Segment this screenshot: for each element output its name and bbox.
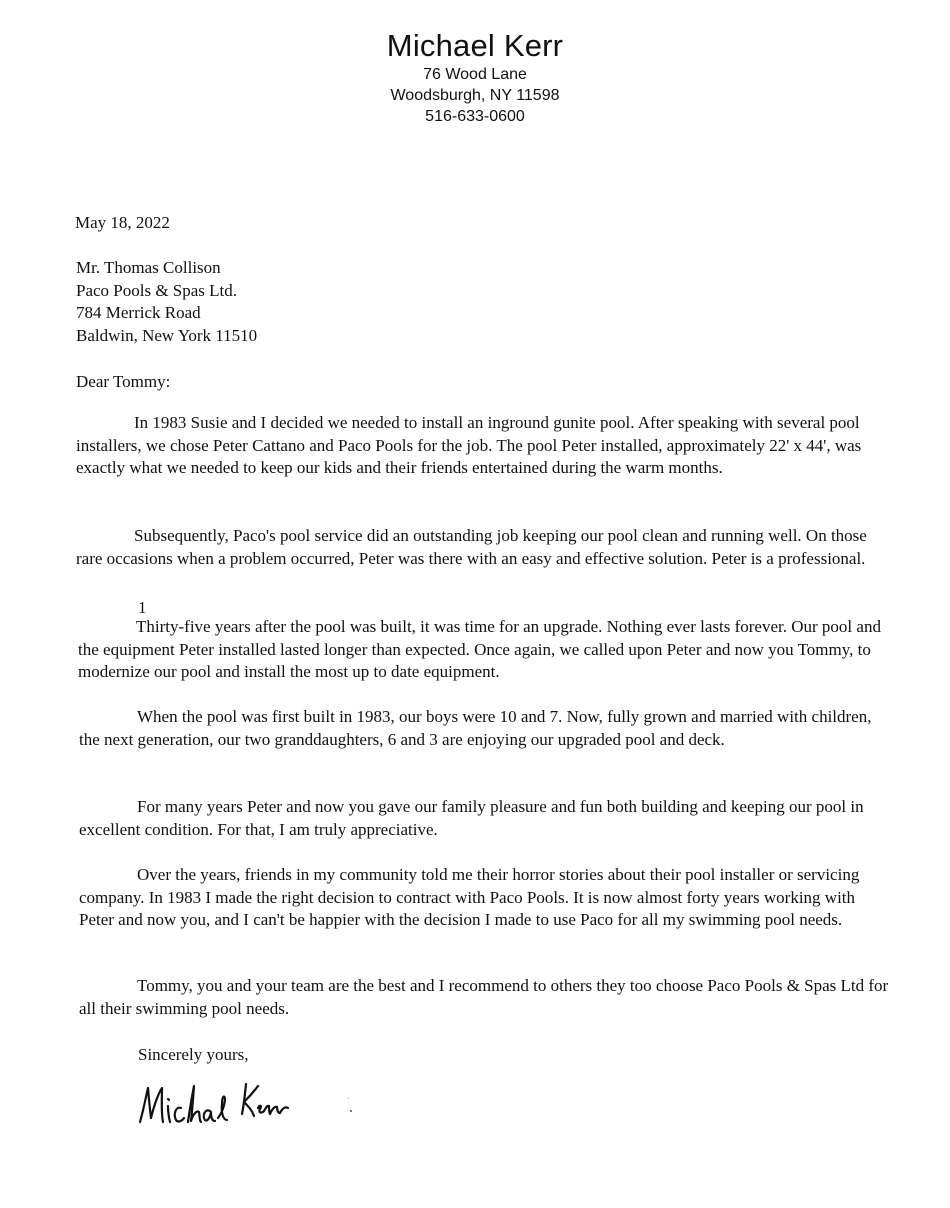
recipient-company: Paco Pools & Spas Ltd. bbox=[76, 280, 238, 300]
sender-phone: 516-633-0600 bbox=[425, 108, 525, 125]
recipient-name: Mr. Thomas Collison bbox=[76, 258, 221, 277]
paragraph-6: Over the years, friends in my community told me their horror stories about their pool installer or servicing company. In 1983 I made the right decision to contract with Paco Pools. It is now almost forty years working with Peter and now you, and I can't be happier with the decision I made to use Paco for all my swimming pool needs. bbox=[79, 865, 860, 929]
scan-speck bbox=[348, 1098, 349, 1099]
letter-date: May 18, 2022 bbox=[75, 213, 170, 232]
salutation: Dear Tommy: bbox=[76, 372, 171, 391]
paragraph-4: When the pool was first built in 1983, our boys were 10 and 7. Now, fully grown and married with children, the next generation, our two granddaughters, 6 and 3 are enjoying our upgraded pool and deck. bbox=[79, 707, 872, 749]
paragraph-5: For many years Peter and now you gave our family pleasure and fun both building and keeping our pool in excellent condition. For that, I am truly appreciative. bbox=[79, 797, 864, 839]
recipient-city: Baldwin, New York 11510 bbox=[76, 325, 258, 345]
letterhead bbox=[0, 28, 950, 127]
scan-speck bbox=[350, 1110, 352, 1112]
stray-mark: 1 bbox=[138, 598, 147, 617]
paragraph-7: Tommy, you and your team are the best and I recommend to others they too choose Paco Pools & Spas Ltd for all their swimming pool needs. bbox=[79, 976, 889, 1018]
paragraph-3: Thirty-five years after the pool was built, it was time for an upgrade. Nothing ever lasts forever. Our pool and the equipment Peter installed lasted longer than expected. Once again, we called upon Peter and now you Tommy, to modernize our pool and install the most up to date equipment. bbox=[78, 617, 881, 681]
closing: Sincerely yours, bbox=[138, 1045, 249, 1064]
recipient-address bbox=[76, 257, 257, 347]
paragraph-1: In 1983 Susie and I decided we needed to install an inground gunite pool. After speaking with several pool installers, we chose Peter Cattano and Paco Pools for the job. The pool Peter installed, approximately 22' x 44', was exactly what we needed to keep our kids and their friends entertained during the warm months. bbox=[76, 413, 862, 477]
paragraph-2: Subsequently, Paco's pool service did an outstanding job keeping our pool clean and running well. On those rare occasions when a problem occurred, Peter was there with an easy and effective solution. Peter is a professional. bbox=[76, 526, 867, 568]
recipient-street: 784 Merrick Road bbox=[76, 303, 201, 322]
sender-city: Woodsburgh, NY 11598 bbox=[390, 87, 560, 104]
handwritten-signature bbox=[136, 1078, 296, 1128]
sender-name: Michael Kerr bbox=[386, 28, 564, 63]
sender-street: 76 Wood Lane bbox=[423, 66, 527, 83]
